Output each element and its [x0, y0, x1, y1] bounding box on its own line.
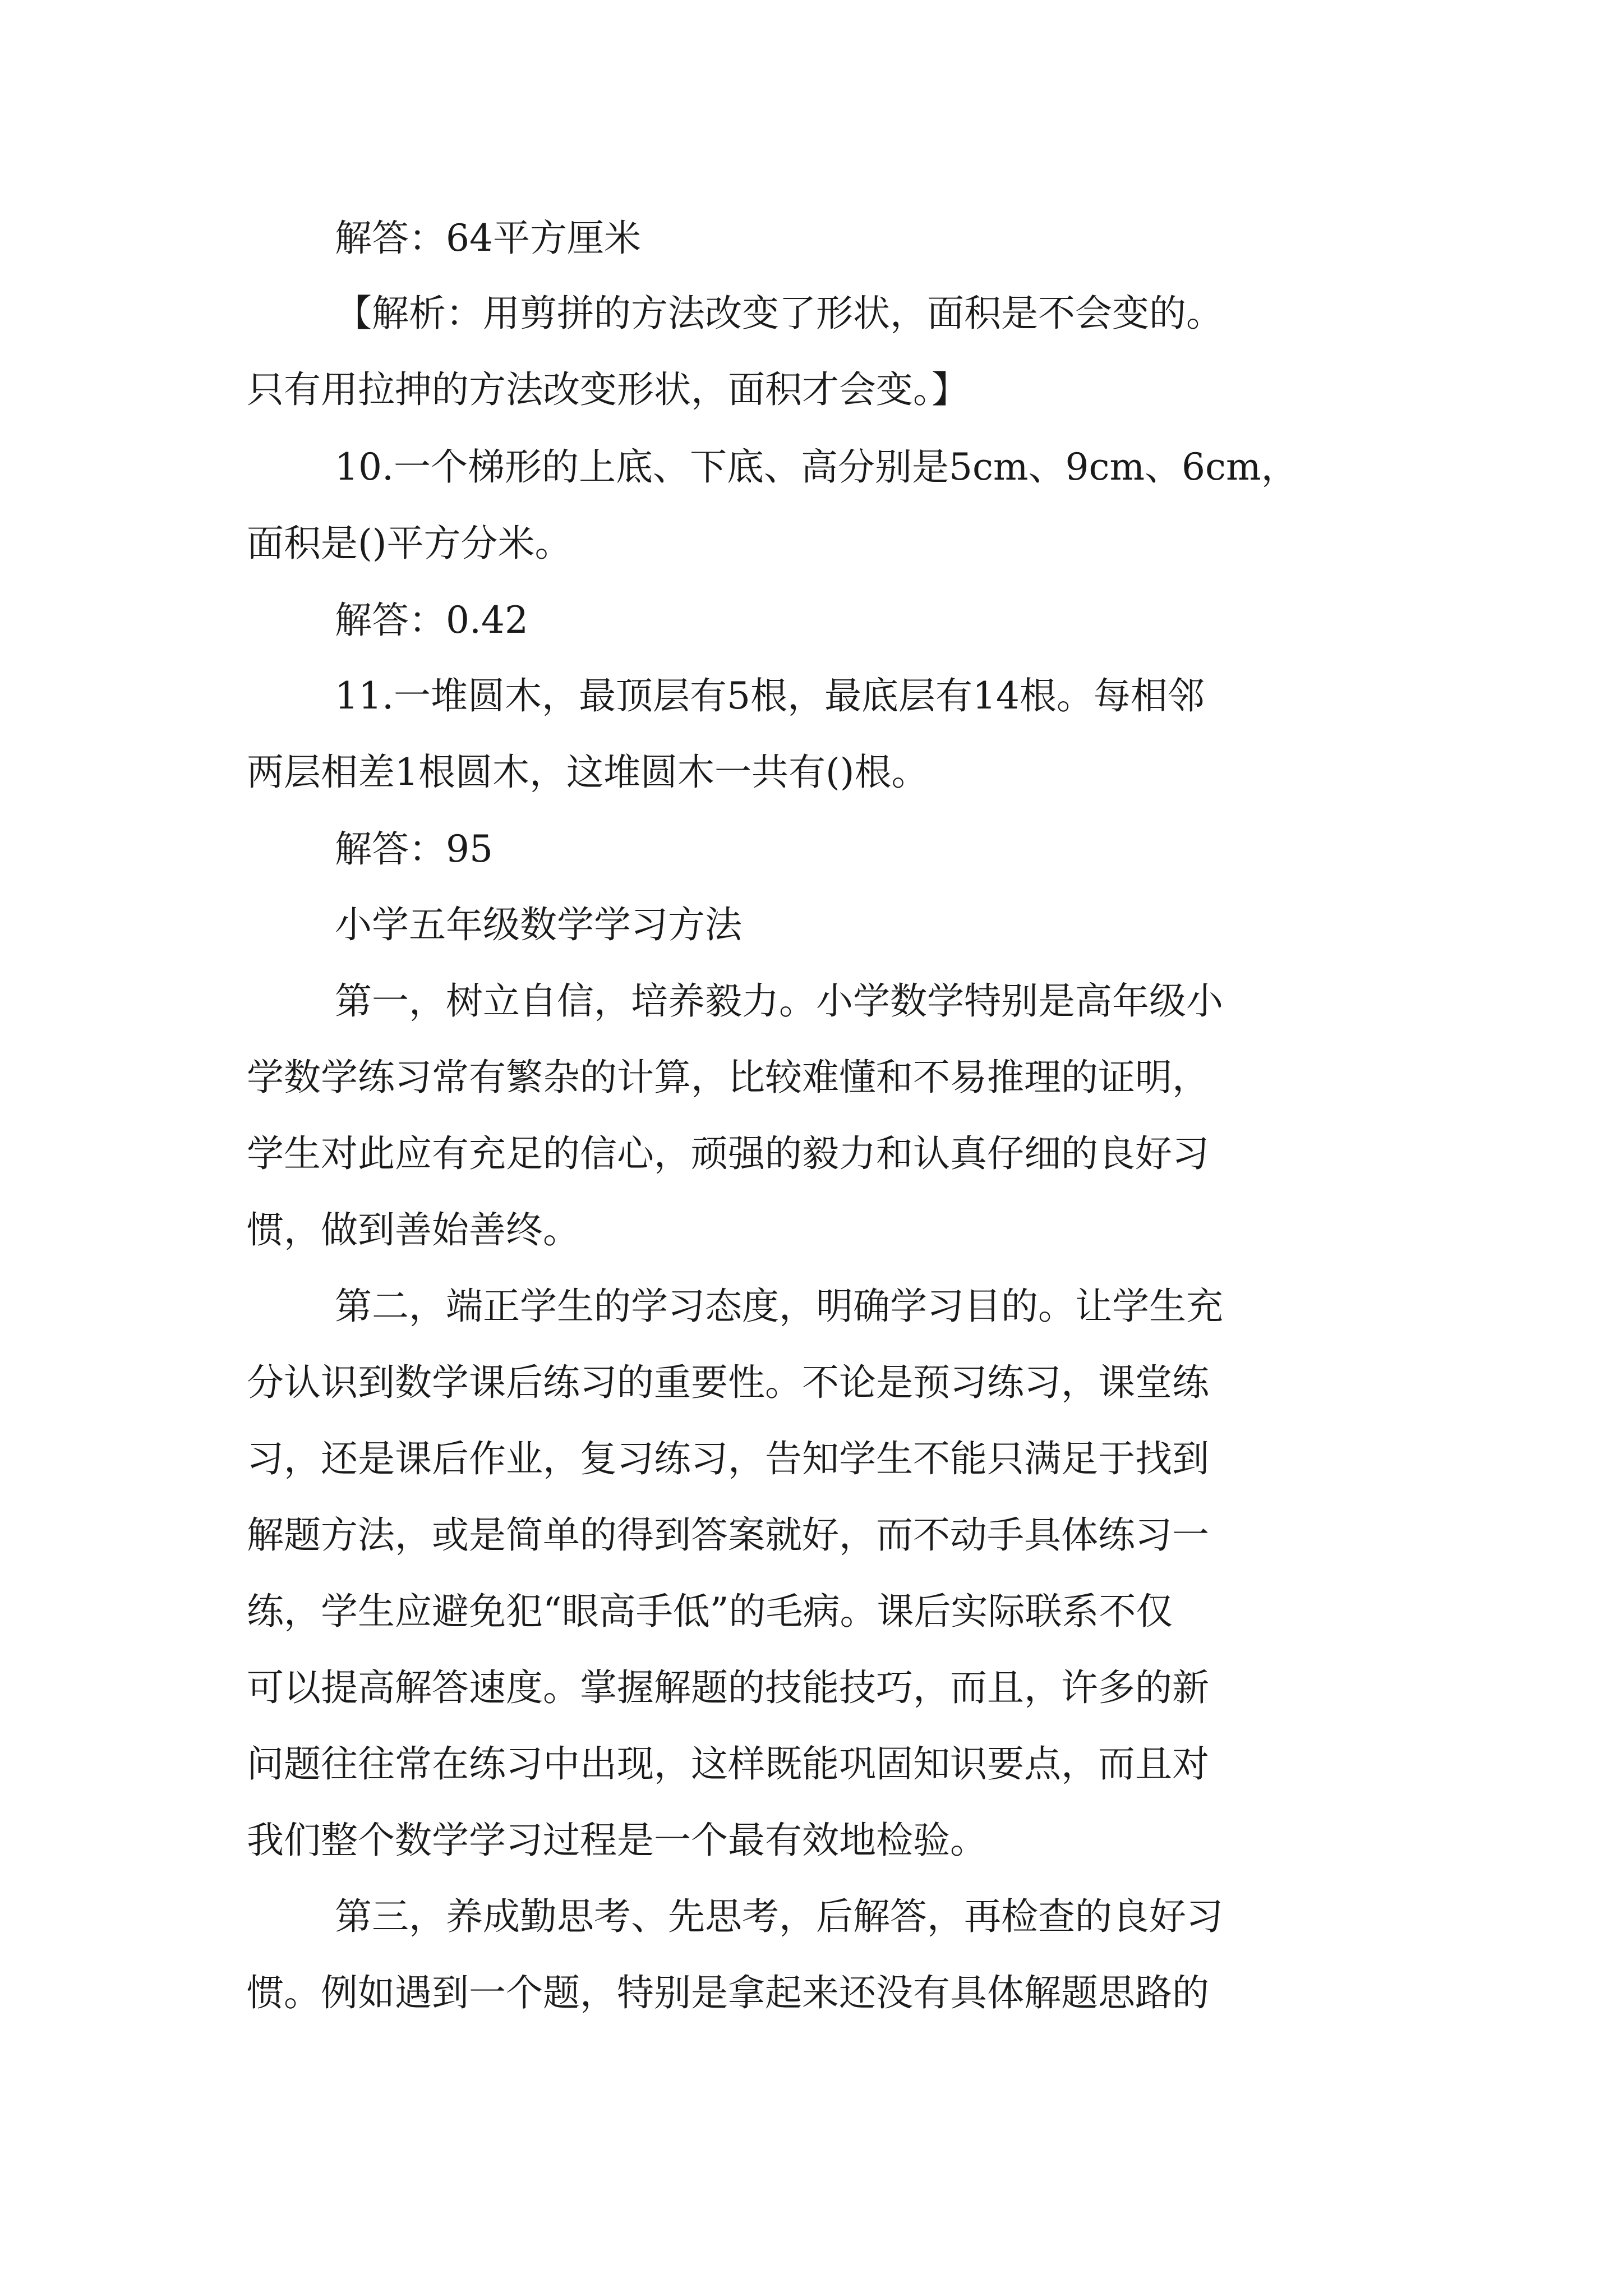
- analysis-line: 只有用拉抻的方法改变形状，面积才会变。】: [247, 368, 969, 411]
- question-line: 10.一个梯形的上底、下底、高分别是5cm、9cm、6cm，: [335, 445, 1298, 489]
- paragraph-line: 第三，养成勤思考、先思考，后解答，再检查的良好习: [335, 1895, 1223, 1938]
- paragraph-line: 练，学生应避免犯“眼高手低”的毛病。课后实际联系不仅: [247, 1590, 1173, 1633]
- paragraph-line: 我们整个数学学习过程是一个最有效地检验。: [247, 1819, 987, 1862]
- section-heading: 小学五年级数学学习方法: [335, 903, 742, 946]
- answer-line: 解答：95: [335, 827, 493, 871]
- paragraph-line: 可以提高解答速度。掌握解题的技能技巧，而且，许多的新: [247, 1666, 1209, 1709]
- paragraph-line: 习，还是课后作业，复习练习，告知学生不能只满足于找到: [247, 1437, 1209, 1480]
- paragraph-line: 分认识到数学课后练习的重要性。不论是预习练习，课堂练: [247, 1361, 1209, 1404]
- analysis-line: 【解析：用剪拼的方法改变了形状，面积是不会变的。: [335, 292, 1223, 335]
- question-line: 面积是()平方分米。: [247, 522, 572, 565]
- paragraph-line: 第二，端正学生的学习态度，明确学习目的。让学生充: [335, 1285, 1223, 1328]
- paragraph-line: 学生对此应有充足的信心，顽强的毅力和认真仔细的良好习: [247, 1132, 1209, 1175]
- answer-line: 解答：0.42: [335, 599, 528, 642]
- paragraph-line: 第一，树立自信，培养毅力。小学数学特别是高年级小: [335, 979, 1223, 1023]
- answer-line: 解答：64平方厘米: [335, 217, 641, 260]
- question-line: 11.一堆圆木，最顶层有5根，最底层有14根。每相邻: [335, 674, 1205, 717]
- question-line: 两层相差1根圆木，这堆圆木一共有()根。: [247, 751, 929, 794]
- paragraph-line: 问题往往常在练习中出现，这样既能巩固知识要点，而且对: [247, 1742, 1209, 1786]
- paragraph-line: 学数学练习常有繁杂的计算，比较难懂和不易推理的证明，: [247, 1056, 1209, 1099]
- paragraph-line: 惯。例如遇到一个题，特别是拿起来还没有具体解题思路的: [247, 1971, 1209, 2014]
- paragraph-line: 解题方法，或是简单的得到答案就好，而不动手具体练习一: [247, 1513, 1209, 1557]
- paragraph-line: 惯，做到善始善终。: [247, 1208, 580, 1251]
